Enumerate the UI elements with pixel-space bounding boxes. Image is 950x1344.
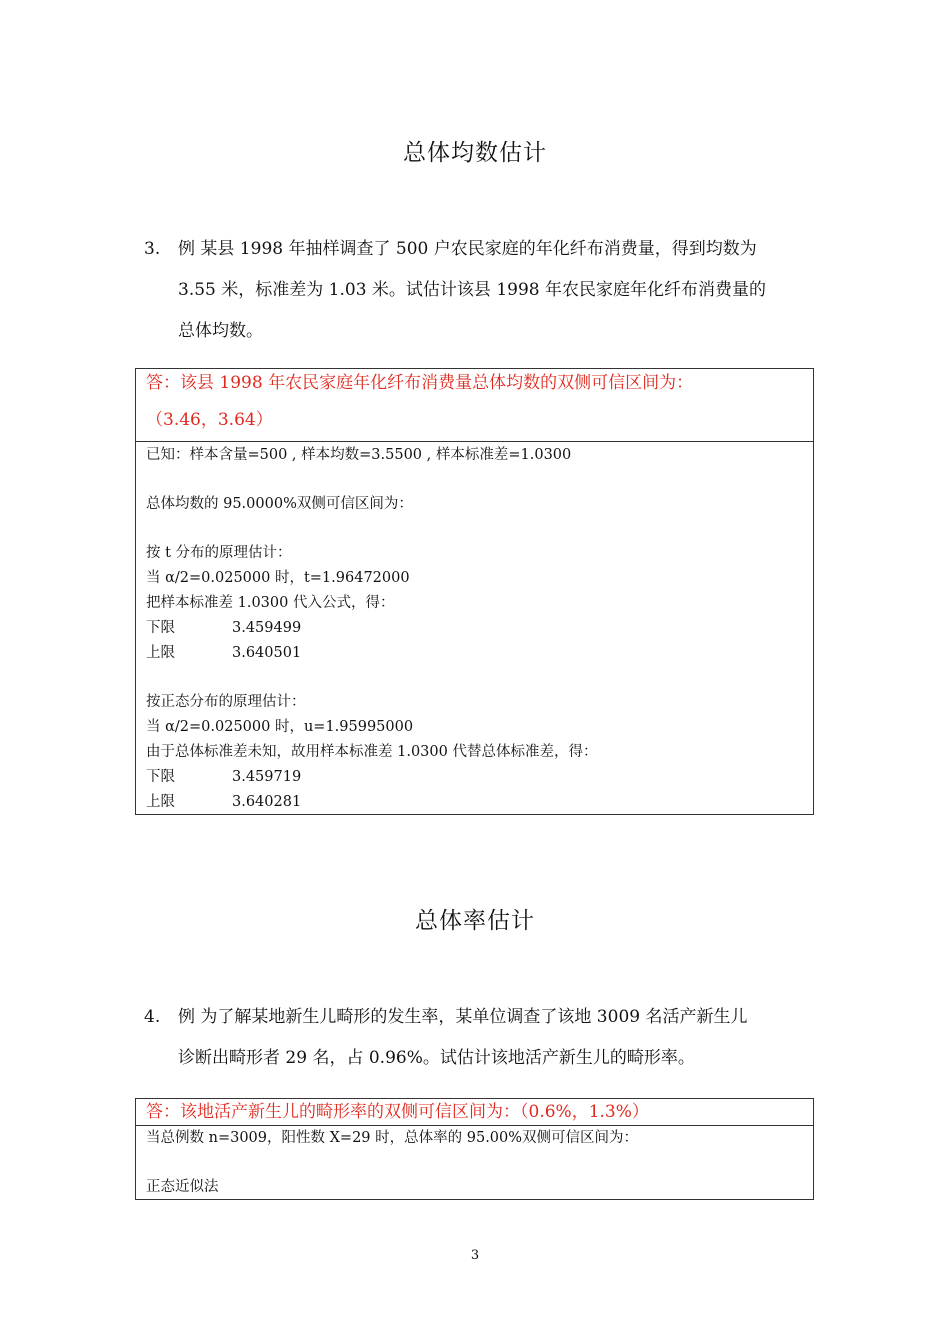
known-line: 已知：样本含量=500 , 样本均数=3.5500 , 样本标准差=1.0300 <box>146 447 572 463</box>
normal-lower-row <box>146 765 813 790</box>
problem-number: 4. <box>144 1007 161 1027</box>
upper-label: 上限 <box>146 645 175 661</box>
problem-3 <box>144 229 824 352</box>
lower-label: 下限 <box>146 620 175 636</box>
t-upper-row <box>146 641 813 666</box>
t-method-title: 按 t 分布的原理估计： <box>146 545 292 561</box>
problem-3-line-3: 总体均数。 <box>178 321 263 341</box>
blank-line <box>146 517 813 541</box>
answer-body-rate <box>136 1126 813 1200</box>
normal-approx-line: 正态近似法 <box>146 1179 219 1195</box>
blank-line <box>146 1151 813 1175</box>
answer-head-rate: 答：该地活产新生儿的畸形率的双侧可信区间为：（0.6%，1.3%） <box>136 1099 813 1126</box>
normal-method-title: 按正态分布的原理估计： <box>146 694 306 710</box>
problem-4 <box>144 997 824 1079</box>
problem-4-line-2: 诊断出畸形者 29 名，占 0.96%。试估计该地活产新生儿的畸形率。 <box>178 1048 695 1068</box>
interval-title: 总体均数的 95.0000%双侧可信区间为： <box>146 496 413 512</box>
upper-value: 3.640501 <box>232 645 302 661</box>
normal-alpha-line: 当 α/2=0.025000 时，u=1.95995000 <box>146 719 414 735</box>
t-formula-line: 把样本标准差 1.0300 代入公式，得： <box>146 595 395 611</box>
page-number: 3 <box>470 1248 480 1263</box>
blank-line <box>146 666 813 690</box>
t-alpha-line: 当 α/2=0.025000 时，t=1.96472000 <box>146 570 410 586</box>
problem-3-line-2: 3.55 米，标准差为 1.03 米。试估计该县 1998 年农民家庭年化纤布消费量的 <box>178 280 766 300</box>
upper-label: 上限 <box>146 794 175 810</box>
lower-value: 3.459719 <box>232 769 302 785</box>
lower-label: 下限 <box>146 769 175 785</box>
problem-number: 3. <box>144 239 161 259</box>
normal-upper-row <box>146 790 813 815</box>
blank-line <box>146 468 813 492</box>
lower-value: 3.459499 <box>232 620 302 636</box>
problem-4-line-1: 4. 例 为了解某地新生儿畸形的发生率，某单位调查了该地 3009 名活产新生儿 <box>144 997 824 1038</box>
section-title-rate-estimation: 总体率估计 <box>415 908 535 934</box>
normal-formula-line: 由于总体标准差未知，故用样本标准差 1.0300 代替总体标准差，得： <box>146 744 598 760</box>
rate-sample-line: 当总例数 n=3009，阳性数 X=29 时，总体率的 95.00%双侧可信区间为： <box>146 1130 639 1146</box>
answer-body-mean <box>136 442 813 815</box>
answer-head-line-2: （3.46，3.64） <box>146 410 273 430</box>
answer-box-rate <box>135 1098 814 1200</box>
answer-head-mean <box>136 369 813 442</box>
answer-box-mean <box>135 368 814 815</box>
upper-value: 3.640281 <box>232 794 302 810</box>
problem-3-line-1: 3. 例 某县 1998 年抽样调查了 500 户农民家庭的年化纤布消费量，得到均数为 <box>144 229 824 270</box>
t-lower-row <box>146 616 813 641</box>
section-title-mean-estimation: 总体均数估计 <box>403 140 547 166</box>
answer-head-line-1: 答：该县 1998 年农民家庭年化纤布消费量总体均数的双侧可信区间为： <box>146 373 694 393</box>
